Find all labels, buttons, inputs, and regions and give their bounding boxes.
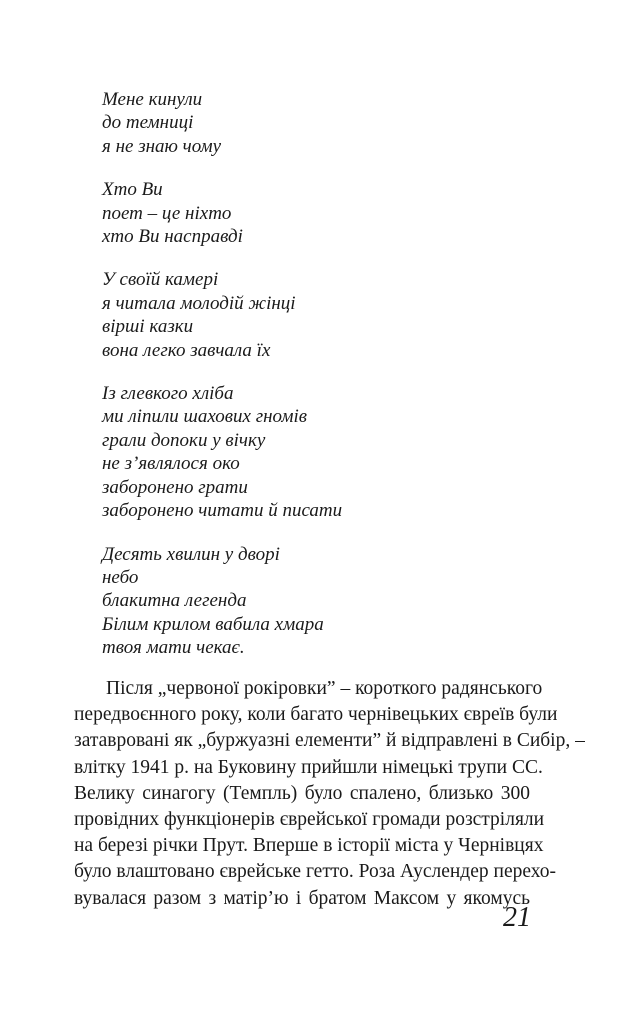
poem-line: твоя мати чекає. [102, 637, 245, 659]
poem [102, 88, 542, 680]
page-number: 21 [503, 902, 531, 933]
stanza-5 [102, 543, 542, 660]
poem-line: поет – це ніхто [102, 202, 232, 224]
prose-line: було влаштовано єврейське гетто. Роза Ауслендер перехо- [74, 861, 556, 883]
poem-line: Десять хвилин у дворі [102, 543, 280, 565]
poem-line: до темниці [102, 112, 194, 134]
prose-paragraph [74, 676, 585, 912]
poem-line: Хто Ви [102, 179, 163, 201]
prose-line: на березі річки Прут. Вперше в історії міста у Чернівцях [74, 835, 544, 857]
poem-line: небо [102, 566, 139, 588]
poem-line: Із глевкого хліба [102, 383, 234, 405]
prose-line: Після „червоної рокіровки” – короткого радянського [106, 678, 543, 699]
prose-line: влітку 1941 р. на Буковину прийшли німецькі трупи СС. [74, 756, 543, 778]
poem-line: я читала молодій жінці [102, 292, 296, 314]
poem-line: Мене кинули [102, 89, 203, 110]
prose-line: затавровані як „буржуазні елементи” й відправлені в Сибір, – [74, 730, 585, 752]
poem-line: вірші казки [102, 316, 194, 338]
poem-line: я не знаю чому [102, 135, 222, 157]
poem-line: заборонено читати й писати [102, 500, 343, 522]
poem-line: грали допоки у вічку [102, 429, 266, 451]
poem-line: ми ліпили шахових гномів [102, 406, 307, 428]
prose-line: провідних функціонерів єврейської громади розстріляли [74, 809, 545, 831]
prose-line: Велику синагогу (Темпль) було спалено, близько 300 [74, 782, 530, 804]
stanza-1 [102, 88, 542, 158]
prose-line: вувалася разом з матір’ю і братом Максом у якомусь [74, 887, 530, 909]
stanza-2 [102, 178, 542, 248]
stanza-3 [102, 268, 542, 362]
poem-line: Білим крилом вабила хмара [102, 613, 324, 635]
poem-line: хто Ви насправді [102, 226, 243, 248]
poem-line: заборонено грати [102, 476, 248, 498]
poem-line: не з’являлося око [102, 453, 240, 475]
stanza-4 [102, 382, 542, 522]
poem-line: У своїй камері [102, 269, 219, 291]
poem-line: вона легко завчала їх [102, 339, 271, 361]
poem-line: блакитна легенда [102, 590, 247, 612]
prose-line: передвоєнного року, коли багато чернівецьких євреїв були [74, 704, 558, 726]
